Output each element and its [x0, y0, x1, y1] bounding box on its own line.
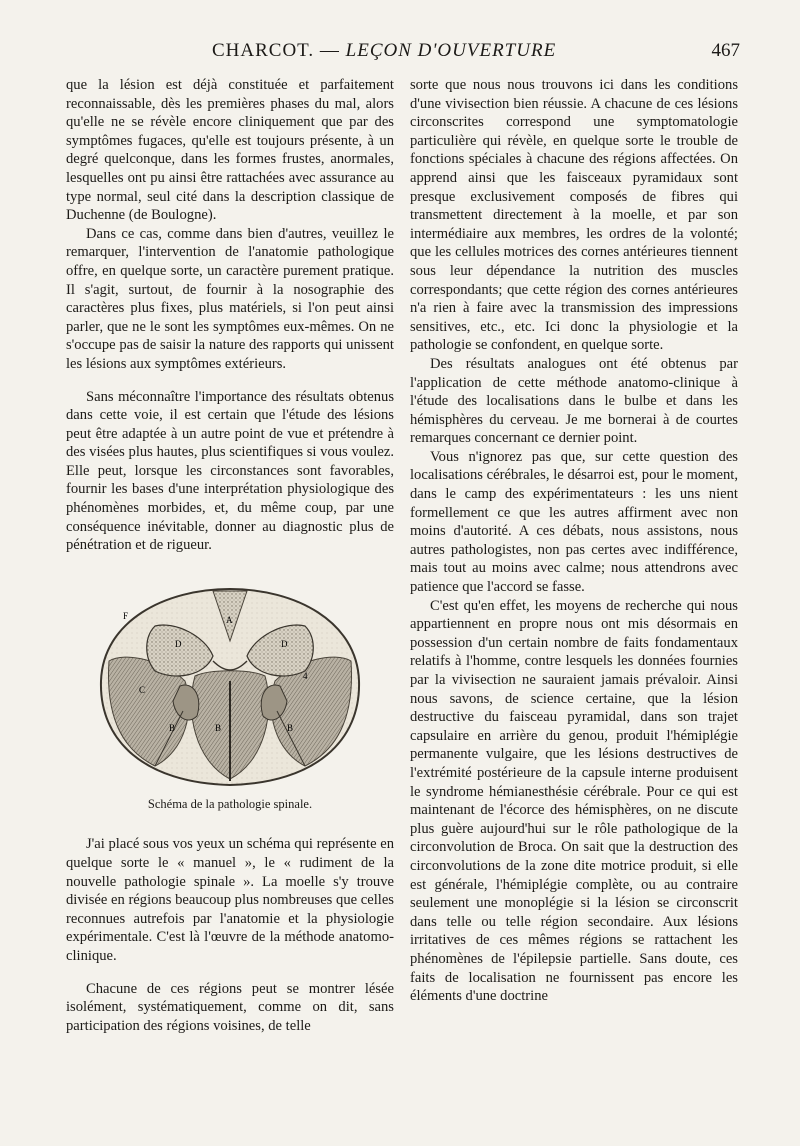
spinal-cord-figure [66, 581, 394, 814]
running-title [212, 40, 556, 62]
paragraph: Des résultats analogues ont été obtenus par l'application de cette méthode anatomo-clinique à l'étude des localisations dans le bulbe et dans les hémisphères du cerveau. Je me bornerai à de courtes remarques concernant ce dernier point. [410, 355, 738, 447]
label-4: 4 [303, 670, 308, 681]
page-header [62, 40, 740, 70]
paragraph: Sans méconnaître l'importance des résultats obtenus dans cette voie, il est certain que l'étude des lésions peut être adaptée à un autre point de vue et prétendre à des visées plus hautes, plus scientifiques si vous voulez. Elle peut, lorsque les circonstances sont favorables, fournir les bases d'une interprétation physiologique des phénomènes morbides, et, du même coup, par une conséquence inévitable, donner au diagnostic plus de pénétration et de rigueur. [66, 388, 394, 554]
paragraph: J'ai placé sous vos yeux un schéma qui représente en quelque sorte le « manuel », le « rudiment de la nouvelle pathologie spinale ». La moelle s'y trouve divisée en régions beaucoup plus nombreuses que celles reconnues autrefois par l'anatomie et la physiologie expérimentale. C'est là l'œuvre de la méthode anatomo-clinique. [66, 836, 394, 964]
label-d-right: D [281, 638, 288, 649]
label-b-right: B [287, 722, 294, 733]
page-number: 467 [711, 40, 740, 61]
label-b-left: B [169, 722, 176, 733]
paragraph: sorte que nous nous trouvons ici dans les conditions d'une vivisection bien réussie. A chacune de ces lésions circonscrites correspond une symptomatologie particulière qui révèle, en quelque sorte le trouble de fonctions spéciales à chacune des régions affectées. On apprend ainsi que les faisceaux pyramidaux sont presque exclusivement composés de fibres qui transmettent directement à la moelle, et par son intermédiaire aux membres, les ordres de la volonté; que les cellules motrices des cornes antérieures tiennent sous leur dépendance la nutrition des muscles correspondants; que cette région des cornes antérieures n'a rien à faire avec la transmission des impressions sensitives, etc., etc. Ici donc la physiologie et la pathologie se confondent, en quelque sorte. [410, 77, 738, 354]
label-d-left: D [175, 638, 182, 649]
figure-caption: Schéma de la pathologie spinale. [147, 796, 313, 811]
right-column [410, 76, 738, 1006]
label-a: A [226, 614, 233, 625]
paragraph: C'est qu'en effet, les moyens de recherche qui nous appartiennent en propre nous ont mis désormais en possession d'un certain nombre de faits fondamentaux relatifs à l'homme, contre lesquels les données fournies par la vivisection ne sauraient jamais prévaloir. Ainsi nous savons, de science certaine, que la lésion destructive du faisceau pyramidal, dans son trajet capsulaire en arrière du genou, produit l'hémiplégie permanente vulgaire, que les lésions destructives de l'extrémité postérieure de la capsule interne produisent le syndrome hémianesthésie cérébrale. Pour ce qui est maintenant de l'écorce des hémisphères, on ne discute plus guère aujourd'hui sur le rôle pathologique de la circonvolution de Broca. On sait que la destruction des circonvolutions de la zone dite motrice produit, si elle est générale, l'hémiplégie complète, ou au contraire seulement une monoplégie si la lésion se circonscrit dans telle ou telle région secondaire. Aux lésions irritatives de ces mêmes régions se rattachent les phénomènes de l'épilepsie partielle. Sans doute, ces faits de localisation ne fournissent pas encore les éléments d'une doctrine [410, 597, 738, 1005]
running-title-lecture: LEÇON D'OUVERTURE [345, 40, 557, 61]
label-b-center: B [215, 722, 222, 733]
running-title-author: CHARCOT. — [212, 40, 346, 61]
left-column [66, 76, 394, 1035]
label-c: C [139, 684, 146, 695]
paragraph: Vous n'ignorez pas que, sur cette question des localisations cérébrales, le désarroi est, pour le moment, dans le camp des expérimentateurs : les uns nient formellement ce que les autres affirment avec non moins d'autorité. A ces débats, nous assistons, nous autres pathologistes, non pas certes avec indifférence, mais tout au moins avec calme; nous attendrons avec patience que l'accord se fasse. [410, 448, 738, 596]
spinal-cord-cross-section-illustration [95, 581, 365, 791]
paragraph: que la lésion est déjà constituée et parfaitement reconnaissable, dès les premières phases du mal, alors qu'elle ne se révèle encore cliniquement que par des symptômes fugaces, qu'elle est toujours présente, à un degré quelconque, dans les formes frustes, anormales, lesquelles ont pu ainsi être rattachées avec assurance au type normal, seul cité dans la description classique de Duchenne (de Boulogne). [66, 77, 394, 224]
paragraph: Chacune de ces régions peut se montrer lésée isolément, systématiquement, comme on dit, sans participation des régions voisines, de telle [66, 980, 394, 1034]
paragraph: Dans ce cas, comme dans bien d'autres, veuillez le remarquer, l'intervention de l'anatomie pathologique offre, en quelque sorte, un caractère purement pratique. Il s'agit, surtout, de fournir à la nosographie des caractères plus fixes, plus matériels, si l'on peut ainsi parler, que ne le sont les symptômes eux-mêmes. On ne s'occupe pas de saisir la nature des rapports qui unissent les lésions aux symptômes extérieurs. [66, 225, 394, 372]
label-f: F [123, 610, 129, 621]
